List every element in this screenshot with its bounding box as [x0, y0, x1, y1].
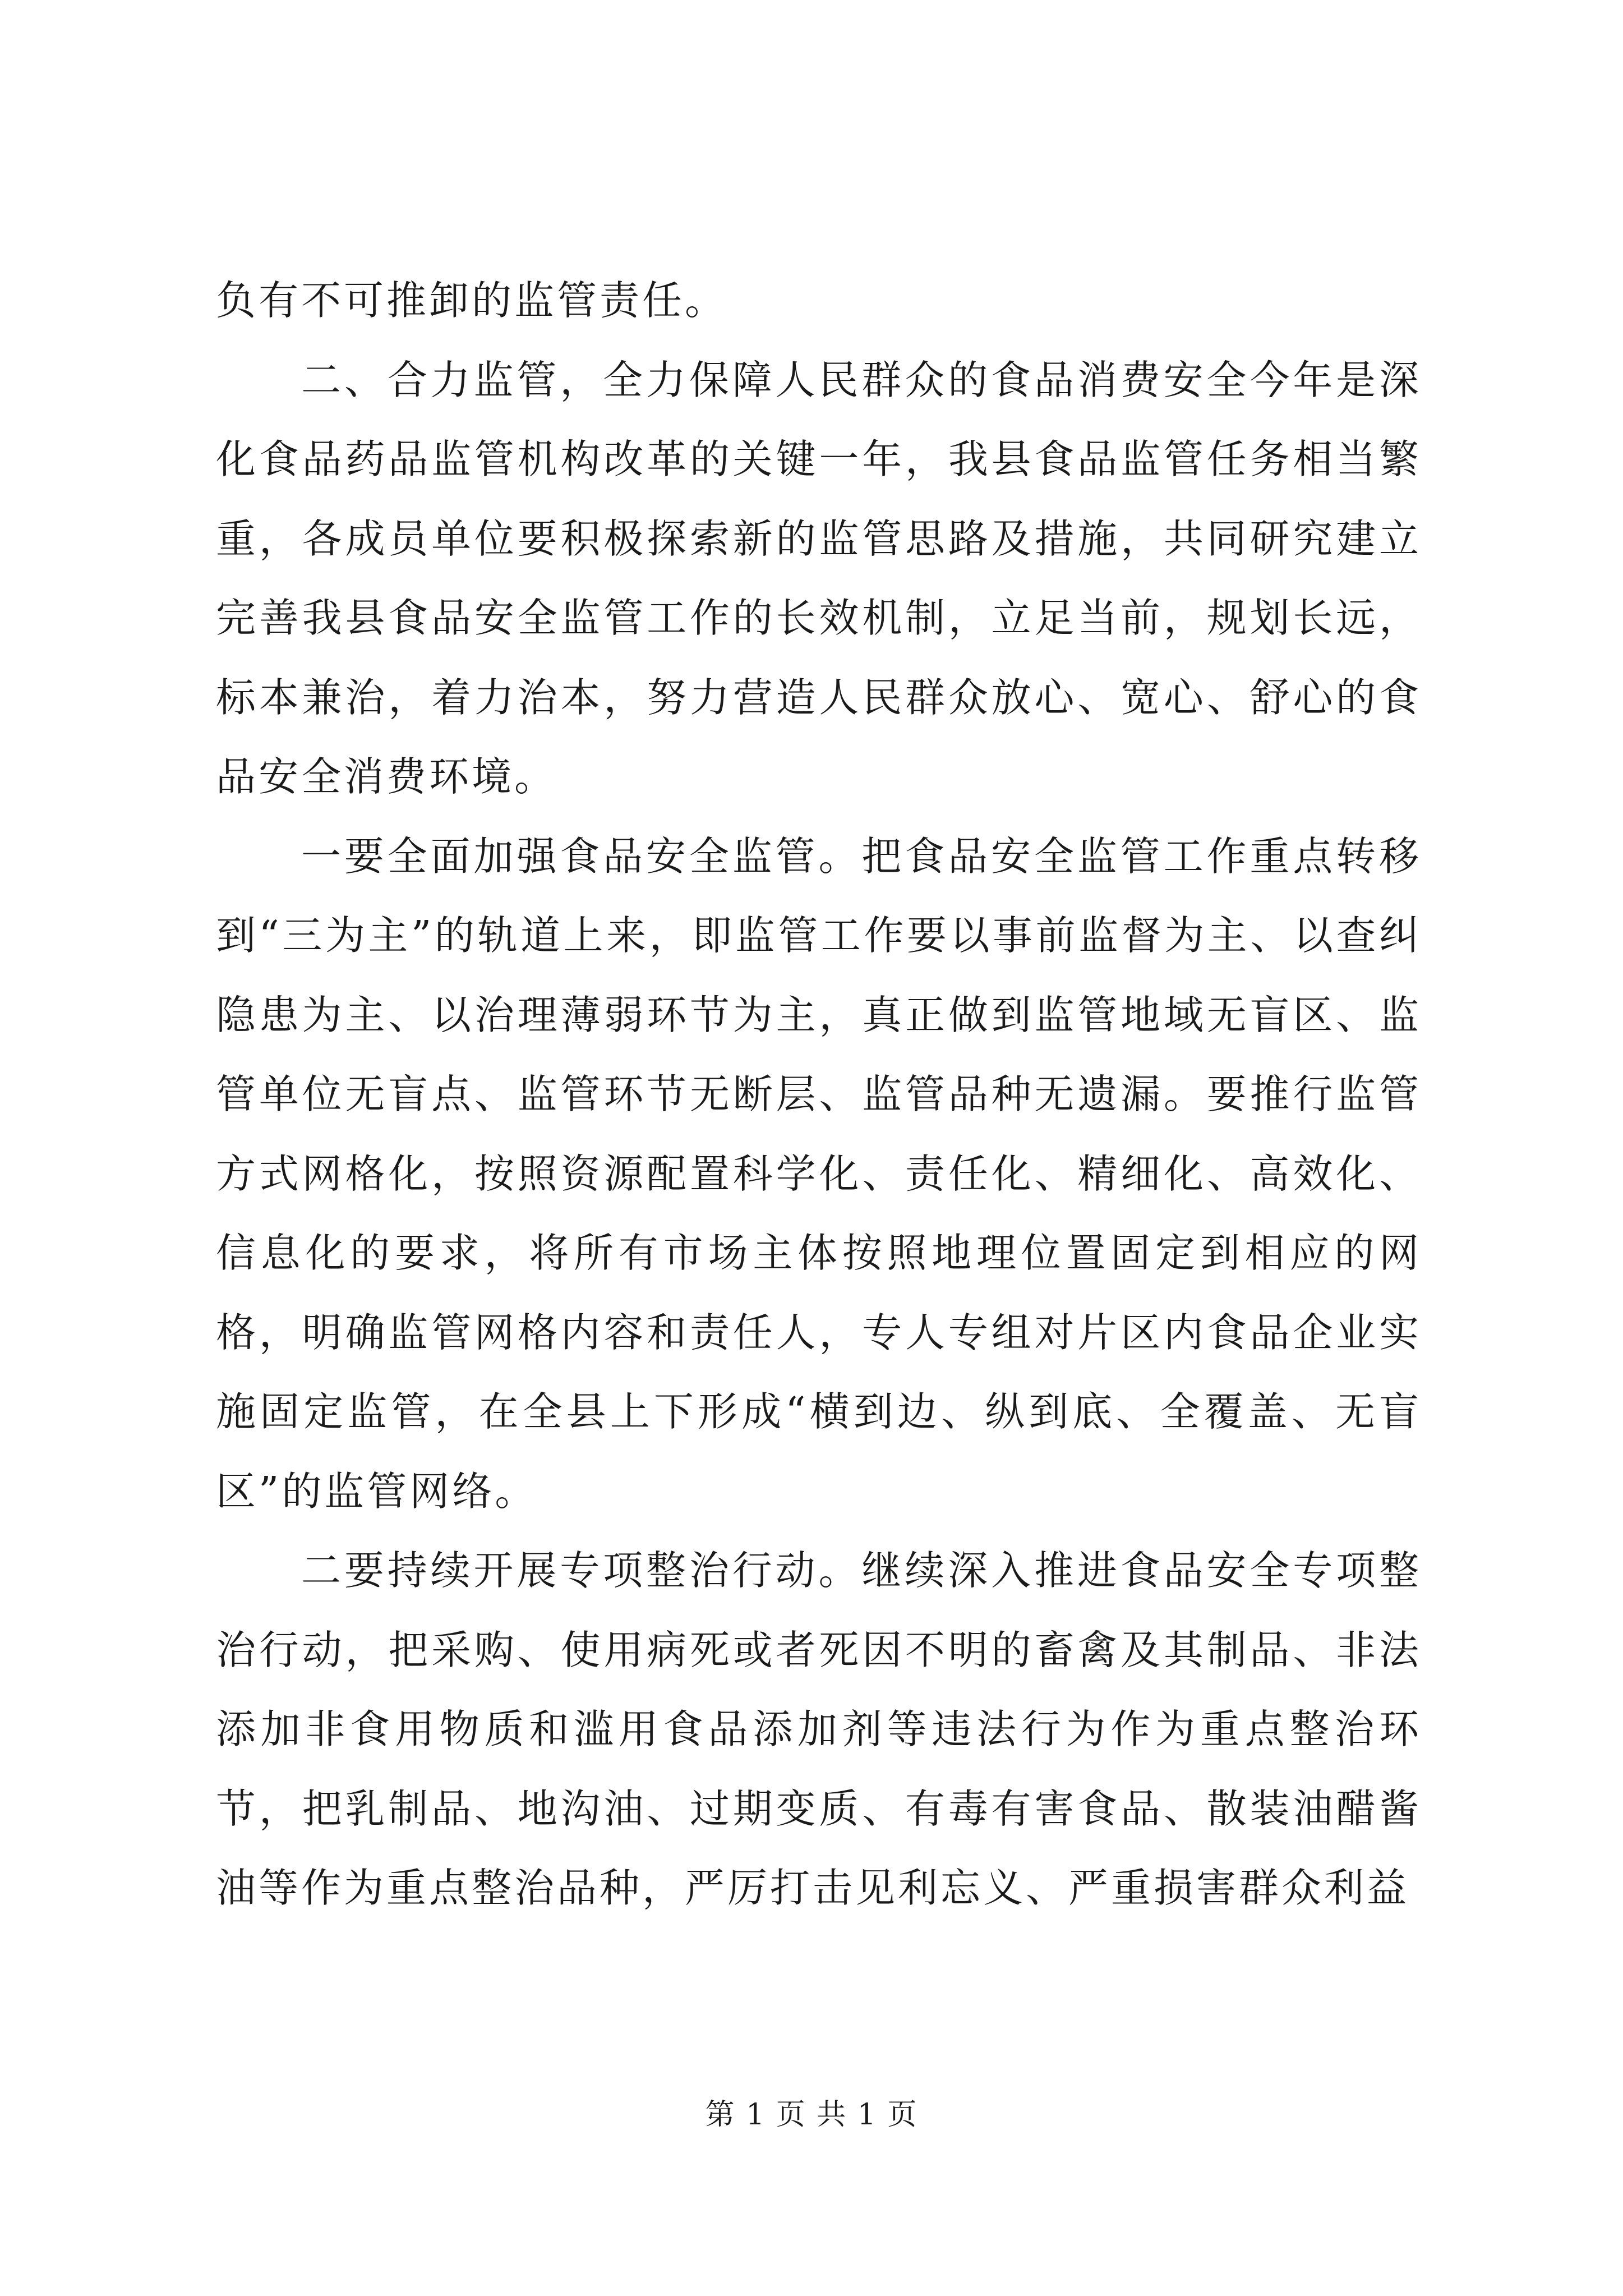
paragraph-1: 负有不可推卸的监管责任。	[216, 277, 728, 324]
paragraph-3: 一要全面加强食品安全监管。把食品安全监管工作重点转移到“三为主”的轨道上来，即监管工作要以事前监督为主、以查纠隐患为主、以治理薄弱环节为主，真正做到监管地域无盲区、监管单位无盲点、监管环节无断层、监管品种无遗漏。要推行监管方式网格化，按照资源配置科学化、责任化、精细化、高效化、信息化的要求，将所有市场主体按照地理位置固定到相应的网格，明确监管网格内容和责任人，专人专组对片区内食品企业实施固定监管，在全县上下形成“横到边、纵到底、全覆盖、无盲区”的监管网络。	[216, 832, 1422, 1515]
paragraph-4: 二要持续开展专项整治行动。继续深入推进食品安全专项整治行动，把采购、使用病死或者死因不明的畜禽及其制品、非法添加非食用物质和滥用食品添加剂等违法行为作为重点整治环节，把乳制品、地沟油、过期变质、有毒有害食品、散装油醋酱油等作为重点整治品种，严厉打击见利忘义、严重损害群众利益	[216, 1547, 1422, 1911]
paragraph-2: 二、合力监管，全力保障人民群众的食品消费安全今年是深化食品药品监管机构改革的关键一年，我县食品监管任务相当繁重，各成员单位要积极探索新的监管思路及措施，共同研究建立完善我县食品安全监管工作的长效机制，立足当前，规划长远，标本兼治，着力治本，努力营造人民群众放心、宽心、舒心的食品安全消费环境。	[216, 356, 1422, 800]
document-body	[216, 261, 1422, 1928]
page-footer: 第 1 页 共 1 页	[705, 2098, 918, 2132]
